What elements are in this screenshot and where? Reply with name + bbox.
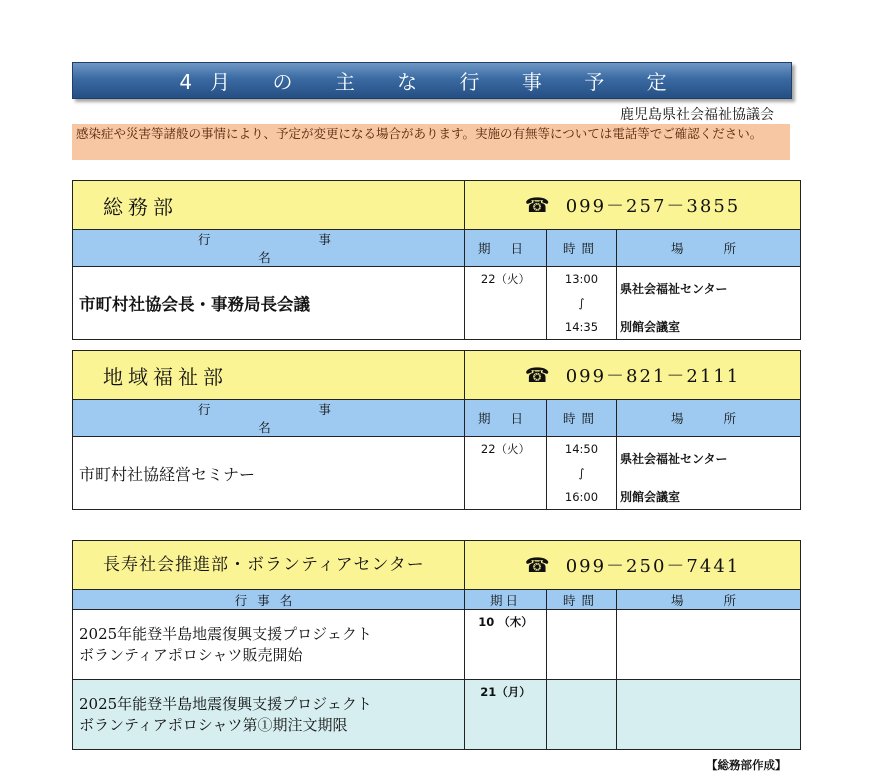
col-date: 期日 <box>465 400 547 437</box>
dept-phone[interactable] <box>465 541 801 590</box>
dept-phone[interactable] <box>465 181 801 230</box>
event-time <box>547 437 617 510</box>
event-date: 22（火） <box>465 437 547 510</box>
dept-name: 長寿社会推進部・ボランティアセンター <box>73 541 465 590</box>
phone-icon: ☎ <box>524 363 552 387</box>
time-start: 13:00 <box>564 272 599 286</box>
footer-credit: 【総務部作成】 <box>706 758 787 772</box>
dept-name: 総務部 <box>73 181 465 230</box>
dept-name: 地域福祉部 <box>73 351 465 400</box>
event-name <box>73 680 465 750</box>
event-date: 10 （木） <box>465 610 547 680</box>
event-name: 市町村社協経営セミナー <box>73 437 465 510</box>
phone-icon: ☎ <box>524 193 552 217</box>
col-time: 時間 <box>547 400 617 437</box>
event-place <box>617 437 801 510</box>
time-sep: ∫ <box>578 296 585 310</box>
event-date: 21（月） <box>465 680 547 750</box>
event-time <box>547 610 617 680</box>
event-line-2: ボランティアポロシャツ第①期注文期限 <box>79 715 348 734</box>
event-line-1: 2025年能登半島地震復興支援プロジェクト <box>79 694 372 713</box>
section-somu <box>72 180 801 340</box>
time-end: 14:35 <box>564 320 599 334</box>
place-line-2: 別館会議室 <box>620 490 681 504</box>
col-place: 場所 <box>617 400 801 437</box>
notice-text: 感染症や災害等諸般の事情により、予定が変更になる場合があります。実施の有無等については電話等でご確認ください。 <box>72 124 790 160</box>
section-choju <box>72 540 801 750</box>
event-place <box>617 610 801 680</box>
event-date: 22（火） <box>465 267 547 340</box>
place-line-1: 県社会福祉センター <box>620 282 728 296</box>
col-date: 期日 <box>465 230 547 267</box>
page-title-banner <box>72 62 792 99</box>
col-event: 行事名 <box>73 590 465 610</box>
event-line-1: 2025年能登半島地震復興支援プロジェクト <box>79 624 372 643</box>
time-sep: ∫ <box>578 466 585 480</box>
col-place: 場所 <box>617 230 801 267</box>
col-date: 期日 <box>465 590 547 610</box>
phone-number: 099－821－2111 <box>565 366 741 387</box>
col-event: 行事名 <box>73 400 465 437</box>
phone-number: 099－250－7441 <box>565 556 741 577</box>
time-start: 14:50 <box>564 442 599 456</box>
time-end: 16:00 <box>564 490 599 504</box>
phone-number: 099－257－3855 <box>565 196 741 217</box>
organization-name: 鹿児島県社会福祉協議会 <box>620 107 774 123</box>
event-place <box>617 267 801 340</box>
place-line-2: 別館会議室 <box>620 320 681 334</box>
event-place <box>617 680 801 750</box>
event-line-2: ボランティアポロシャツ販売開始 <box>79 645 303 664</box>
col-event: 行事名 <box>73 230 465 267</box>
dept-phone[interactable] <box>465 351 801 400</box>
page-title: 4月 の 主 な 行 事 予 定 <box>179 70 685 94</box>
event-time <box>547 267 617 340</box>
col-time: 時間 <box>547 590 617 610</box>
col-time: 時間 <box>547 230 617 267</box>
section-chiiki <box>72 350 801 510</box>
event-name <box>73 610 465 680</box>
event-time <box>547 680 617 750</box>
phone-icon: ☎ <box>524 553 552 577</box>
col-place: 場所 <box>617 590 801 610</box>
place-line-1: 県社会福祉センター <box>620 452 728 466</box>
event-name: 市町村社協会長・事務局長会議 <box>73 267 465 340</box>
